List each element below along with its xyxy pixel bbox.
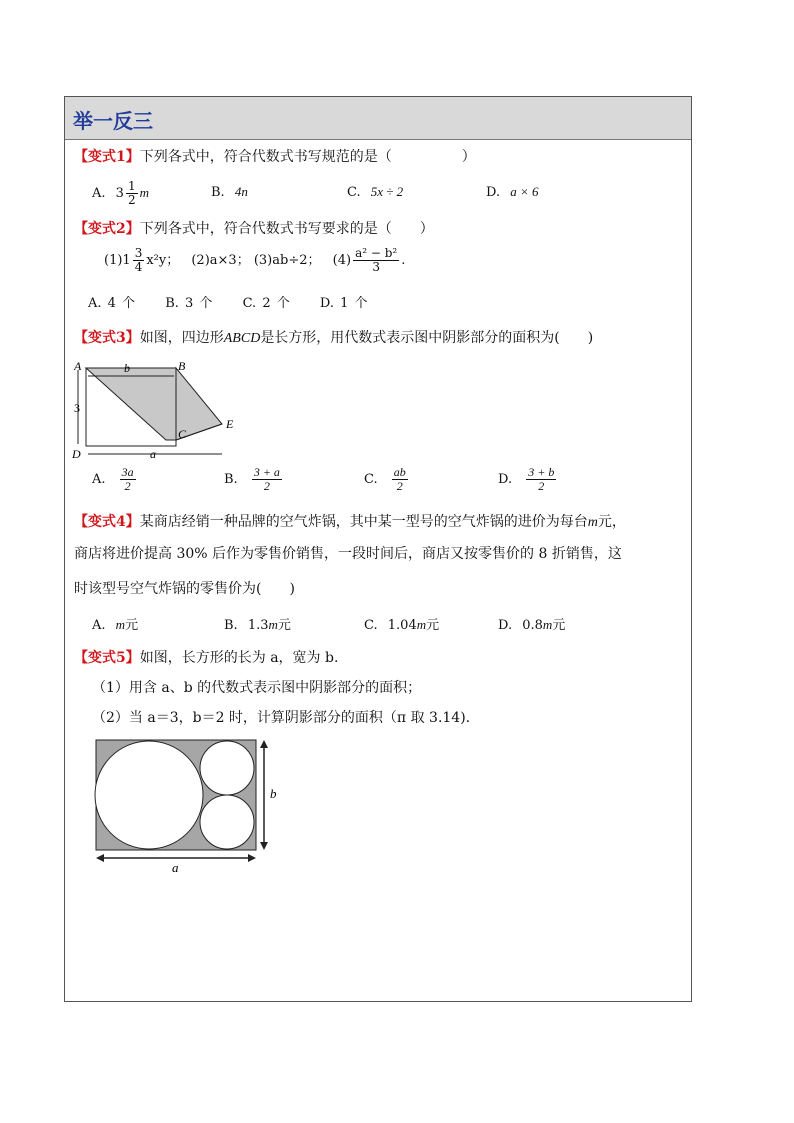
circles-figure-q5 bbox=[90, 734, 286, 876]
label-a: a bbox=[150, 447, 156, 461]
option-label: D. bbox=[498, 472, 513, 487]
option-label: C. bbox=[364, 618, 378, 633]
denominator: 3 bbox=[372, 260, 380, 274]
question-4-tail: 元， bbox=[597, 514, 626, 530]
variable: m bbox=[542, 617, 553, 632]
option-label: B. bbox=[211, 185, 225, 200]
question-2-tag: 【变式2】 bbox=[74, 221, 140, 237]
q2-items bbox=[104, 247, 405, 274]
label-A: A bbox=[74, 359, 82, 373]
fraction bbox=[252, 466, 282, 493]
label-C: C bbox=[178, 427, 187, 441]
question-5-tag: 【变式5】 bbox=[74, 650, 140, 666]
variable: m bbox=[268, 617, 278, 632]
q4-option-c bbox=[364, 614, 439, 633]
denominator: 4 bbox=[134, 260, 143, 274]
unit: 元 bbox=[277, 618, 291, 633]
fraction bbox=[526, 466, 556, 493]
question-2-text: 下列各式中，符合代数式书写要求的是（ ） bbox=[139, 221, 434, 237]
q4-option-a bbox=[92, 614, 138, 633]
option-label: D. bbox=[498, 618, 513, 633]
section-header bbox=[65, 97, 691, 140]
option-label: D. bbox=[486, 185, 501, 200]
option-label: A. bbox=[92, 186, 106, 201]
item-4-label: (4) bbox=[332, 253, 352, 268]
q4-option-d bbox=[498, 614, 565, 633]
question-2 bbox=[74, 218, 434, 238]
arrow-a-left bbox=[96, 854, 104, 862]
numerator: 1 bbox=[127, 179, 136, 193]
question-5-sub-2: （2）当 a＝3，b＝2 时，计算阴影部分的面积（π 取 3.14). bbox=[92, 710, 471, 726]
q2-options bbox=[88, 292, 368, 311]
q2-option-c: C. 2 个 bbox=[242, 296, 290, 311]
rectangle-figure-q3 bbox=[66, 356, 246, 464]
label-3: 3 bbox=[74, 401, 80, 415]
label-B: B bbox=[178, 359, 186, 373]
label-a: a bbox=[172, 860, 179, 875]
label-D: D bbox=[72, 447, 81, 461]
fraction bbox=[126, 180, 138, 207]
question-3 bbox=[74, 327, 593, 347]
numerator: 3 + a bbox=[253, 465, 280, 479]
numerator: ab bbox=[393, 465, 406, 479]
question-3-var: ABCD bbox=[223, 331, 261, 346]
question-4-tag: 【变式4】 bbox=[74, 514, 140, 530]
fraction bbox=[392, 466, 408, 493]
option-expression: 4n bbox=[234, 184, 248, 199]
variable: m bbox=[587, 515, 598, 530]
option-expression: 5x ÷ 2 bbox=[370, 184, 404, 199]
q4-option-b bbox=[224, 614, 291, 633]
q3-option-d bbox=[498, 466, 558, 493]
arrow-a-right bbox=[248, 854, 256, 862]
numerator: a² − b² bbox=[355, 246, 398, 260]
denominator: 2 bbox=[127, 193, 136, 207]
question-4-line-3: 时该型号空气炸锅的零售价为( ) bbox=[74, 581, 295, 597]
q3-option-b bbox=[224, 466, 284, 493]
fraction bbox=[353, 247, 399, 274]
denominator: 2 bbox=[538, 479, 545, 493]
item-1-label: (1)1 bbox=[104, 253, 131, 268]
q3-option-c bbox=[364, 466, 410, 493]
label-b: b bbox=[124, 361, 130, 375]
mixed-whole: 3 bbox=[115, 186, 124, 201]
option-label: A. bbox=[92, 472, 106, 487]
question-5 bbox=[74, 647, 338, 667]
item-3: (3)ab÷2； bbox=[253, 253, 321, 268]
question-5-sub-1: （1）用含 a、b 的代数式表示图中阴影部分的面积； bbox=[92, 680, 422, 696]
item-1-tail: x²y； bbox=[146, 253, 180, 268]
question-1 bbox=[74, 146, 476, 166]
question-5-text: 如图，长方形的长为 a，宽为 b. bbox=[139, 650, 339, 666]
question-3-text-post: 是长方形，用代数式表示图中阴影部分的面积为( ) bbox=[260, 330, 594, 346]
question-4-line-1 bbox=[74, 511, 626, 531]
numerator: 3 + b bbox=[528, 465, 555, 479]
q1-option-b bbox=[211, 184, 248, 200]
question-3-tag: 【变式3】 bbox=[74, 330, 140, 346]
option-label: B. bbox=[224, 472, 238, 487]
variable: m bbox=[416, 617, 427, 632]
option-expression: a × 6 bbox=[510, 184, 539, 199]
unit: 元 bbox=[552, 618, 566, 633]
label-b: b bbox=[270, 786, 277, 801]
unit: 元 bbox=[125, 618, 139, 633]
q1-option-d bbox=[486, 184, 539, 200]
coefficient: 1.3 bbox=[247, 618, 269, 633]
numerator: 3a bbox=[121, 465, 134, 479]
question-1-tag: 【变式1】 bbox=[74, 149, 140, 165]
question-1-text: 下列各式中，符合代数式书写规范的是（ ） bbox=[139, 149, 476, 165]
q1-option-c bbox=[347, 184, 403, 200]
item-4-tail: . bbox=[401, 253, 406, 268]
section-title: 举一反三 bbox=[73, 109, 153, 133]
arrow-b-bottom bbox=[260, 842, 268, 850]
large-circle bbox=[95, 741, 203, 849]
variable: m bbox=[139, 185, 149, 200]
option-label: C. bbox=[364, 472, 378, 487]
denominator: 2 bbox=[263, 479, 270, 493]
q3-option-a bbox=[92, 466, 138, 493]
question-4-text: 某商店经销一种品牌的空气炸锅，其中某一型号的空气炸锅的进价为每台 bbox=[139, 514, 588, 530]
q2-option-b: B. 3 个 bbox=[165, 296, 213, 311]
coefficient: 1.04 bbox=[387, 618, 417, 633]
label-E: E bbox=[226, 417, 234, 431]
q1-option-a bbox=[92, 180, 149, 207]
q2-option-d: D. 1 个 bbox=[319, 296, 368, 311]
item-2: (2)a×3； bbox=[191, 253, 250, 268]
fraction bbox=[120, 466, 136, 493]
arrow-b-top bbox=[260, 740, 268, 748]
unit: 元 bbox=[426, 618, 440, 633]
option-label: B. bbox=[224, 618, 238, 633]
coefficient: 0.8 bbox=[522, 618, 543, 633]
shaded-triangle bbox=[86, 368, 176, 440]
question-4-line-2: 商店将进价提高 30% 后作为零售价销售，一段时间后，商店又按零售价的 8 折销售，这 bbox=[74, 546, 622, 562]
denominator: 2 bbox=[124, 479, 131, 493]
option-label: A. bbox=[92, 618, 106, 633]
numerator: 3 bbox=[134, 246, 143, 260]
small-circle-top bbox=[200, 741, 254, 795]
fraction bbox=[133, 247, 145, 274]
option-label: C. bbox=[347, 185, 361, 200]
variable: m bbox=[115, 617, 126, 632]
small-circle-bottom bbox=[200, 795, 254, 849]
denominator: 2 bbox=[396, 479, 403, 493]
q2-option-a: A. 4 个 bbox=[88, 296, 136, 311]
question-3-text-pre: 如图，四边形 bbox=[139, 330, 224, 346]
